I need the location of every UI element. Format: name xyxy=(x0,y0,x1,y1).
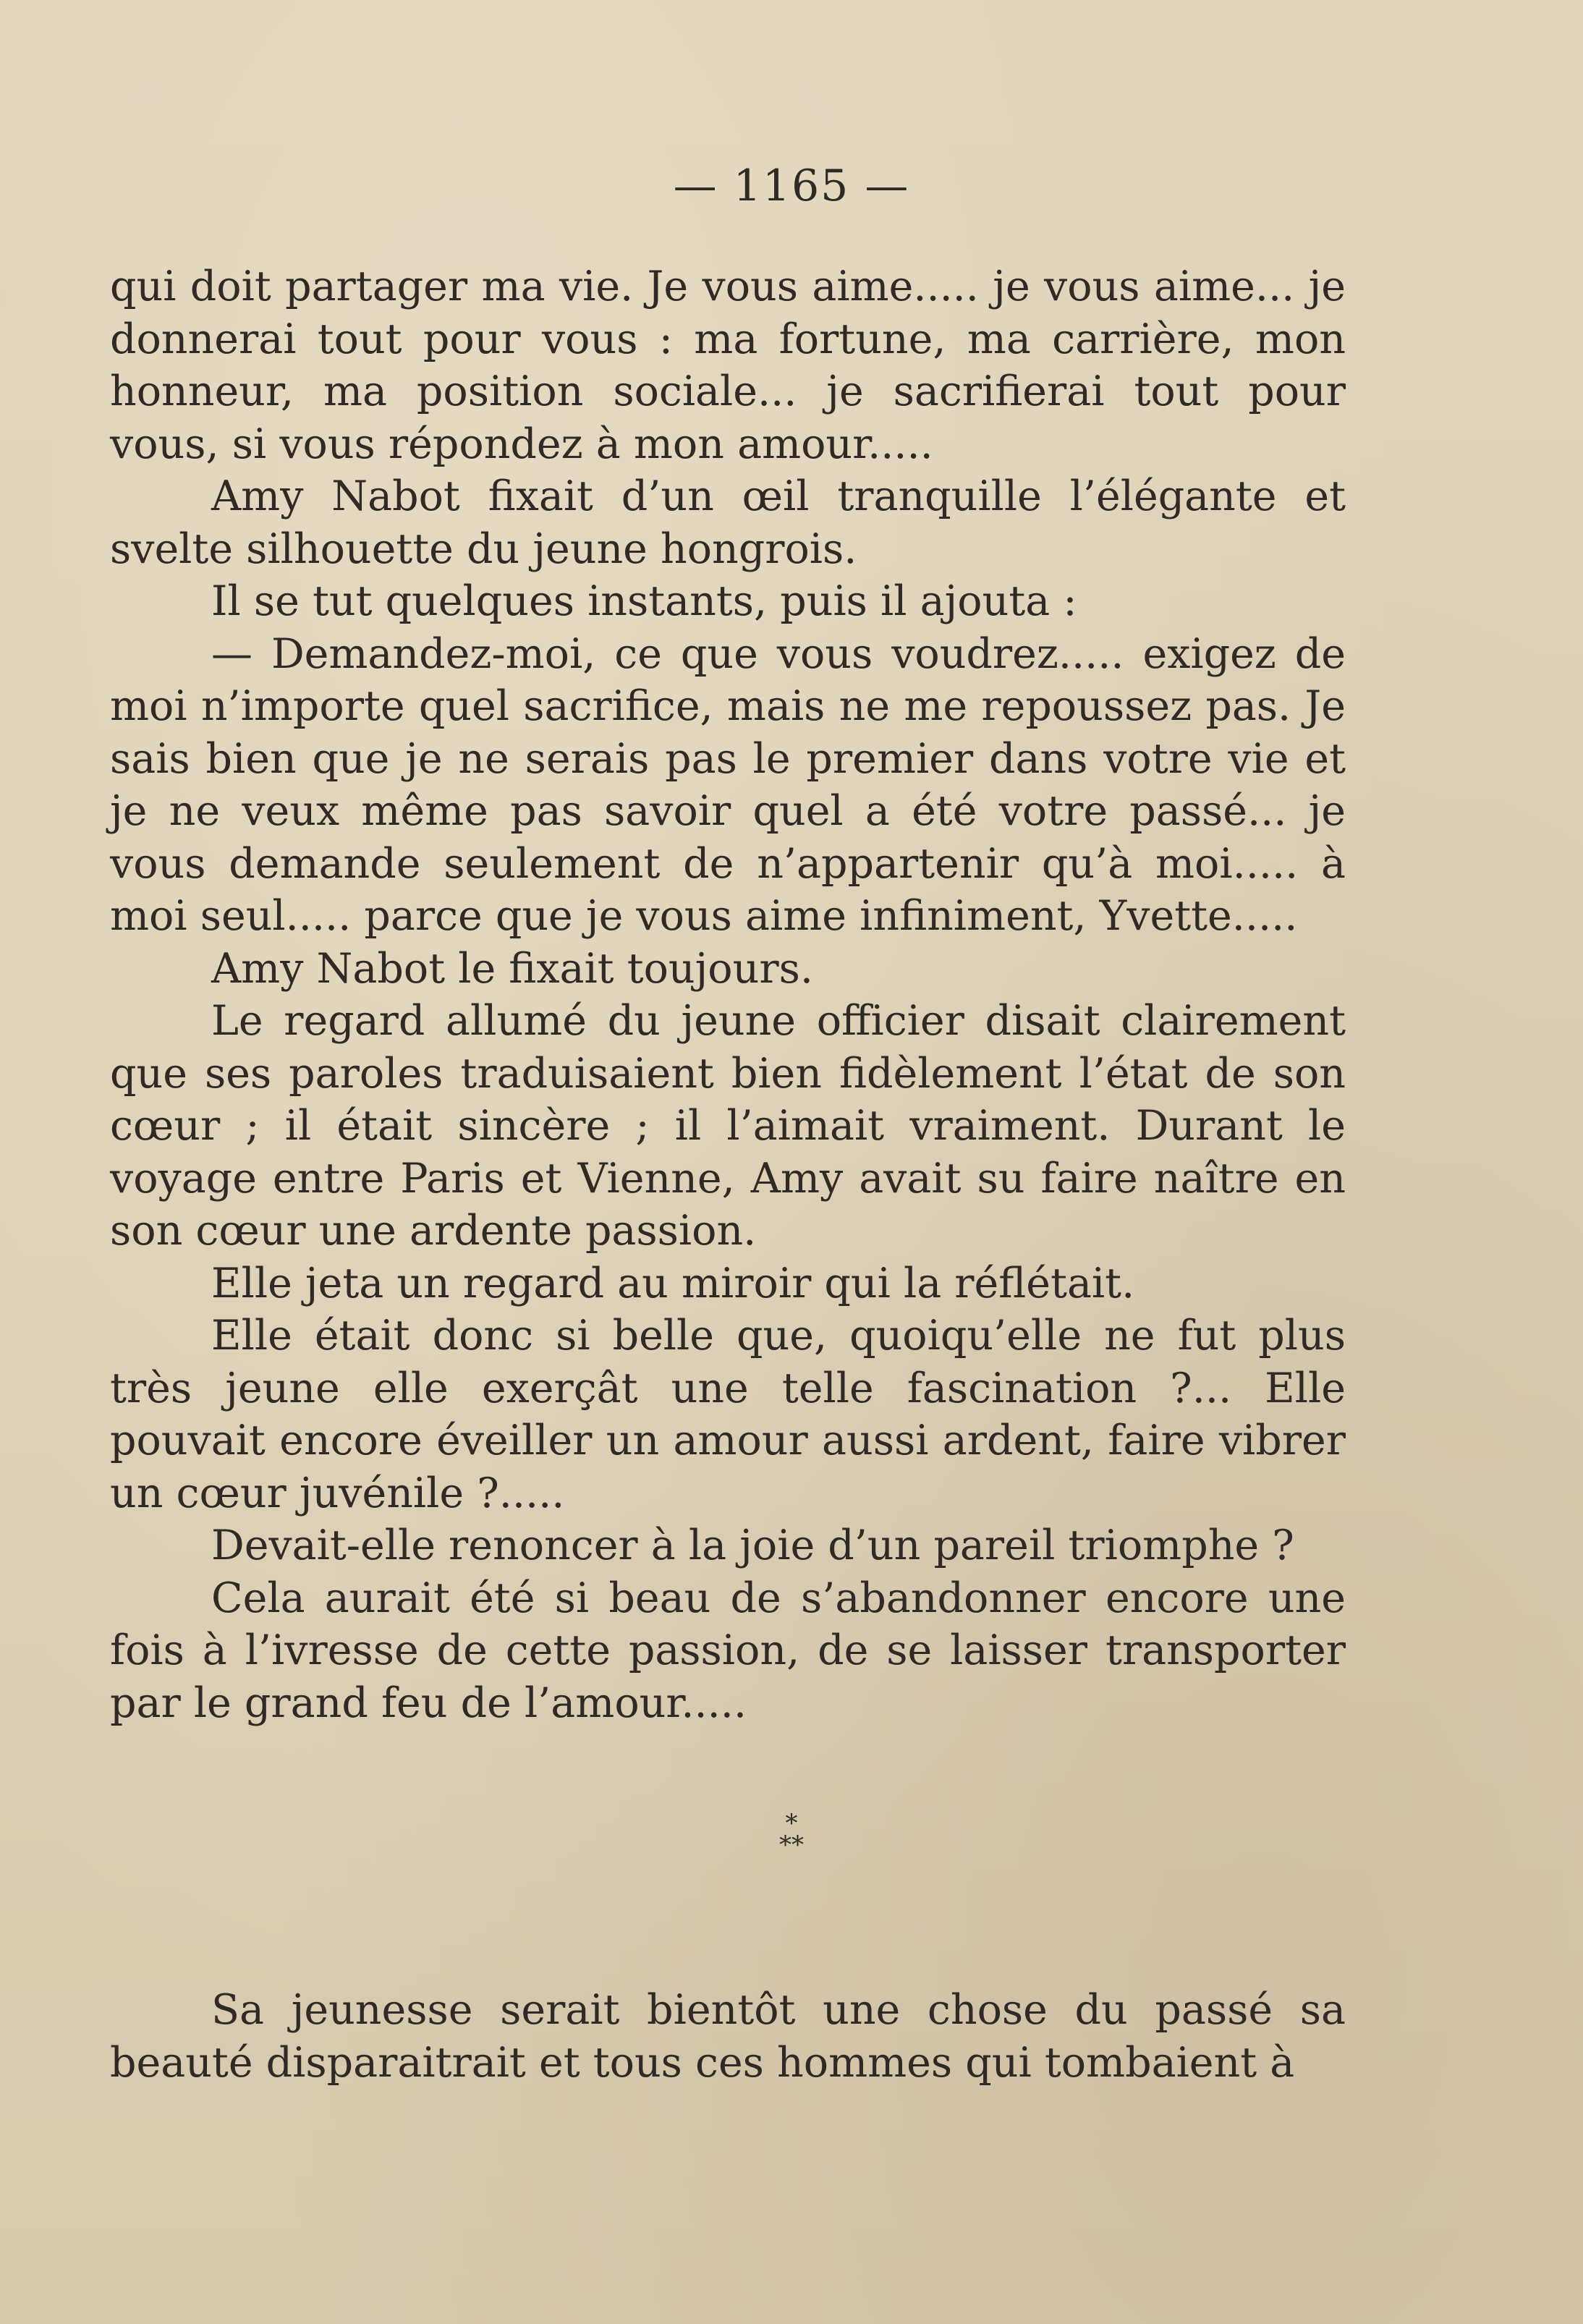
paragraph: Cela aurait été si beau de s’abandonner encore une fois à l’ivresse de cette passion, de se laisser transporter par le grand feu de l’amour..... xyxy=(110,1574,1346,1727)
paragraph: Amy Nabot fixait d’un œil tranquille l’élégante et svelte silhouette du jeune hongrois. xyxy=(110,472,1346,573)
asterism-top: * xyxy=(785,1809,798,1838)
paragraph: Il se tut quelques instants, puis il ajouta : xyxy=(211,577,1077,625)
section-separator xyxy=(0,1809,1583,1859)
paragraph: Elle jeta un regard au miroir qui la réflétait. xyxy=(211,1259,1135,1307)
closing-text xyxy=(110,1984,1346,2089)
page-number: — 1165 — xyxy=(673,161,910,211)
paragraph-continuation: qui doit partager ma vie. Je vous aime..... je vous aime... je donnerai tout pour vous : ma fortune, ma carrière, mon honneur, ma position sociale... je sacrifierai tout pour vous, si vous répondez à mon amour..... xyxy=(110,263,1346,468)
main-text xyxy=(110,260,1346,1729)
paragraph: Elle était donc si belle que, quoiqu’elle ne fut plus très jeune elle exerçât une telle fascination ?... Elle pouvait encore éveiller un amour aussi ardent, faire vibrer un cœur juvénile ?..... xyxy=(110,1312,1346,1517)
paragraph: Le regard allumé du jeune officier disait clairement que ses paroles traduisaient bien fidèlement l’état de son cœur ; il était sincère ; il l’aimait vraiment. Durant le voyage entre Paris et Vienne, Amy avait su faire naître en son cœur une ardente passion. xyxy=(110,997,1346,1255)
paragraph: Amy Nabot le fixait toujours. xyxy=(211,944,813,993)
paragraph: Sa jeunesse serait bientôt une chose du passé sa beauté disparaitrait et tous ces hommes qui tombaient à xyxy=(110,1986,1346,2087)
asterism-bottom: ** xyxy=(779,1831,804,1859)
paragraph-dialogue: — Demandez-moi, ce que vous voudrez..... exigez de moi n’importe quel sacrifice, mais ne me repoussez pas. Je sais bien que je ne serais pas le premier dans votre vie et je ne veux même pas savoir quel a été votre passé... je vous demande seulement de n’appartenir qu’à moi..... à moi seul..... parce que je vous aime infiniment, Yvette..... xyxy=(110,629,1346,940)
paragraph: Devait-elle renoncer à la joie d’un pareil triomphe ? xyxy=(211,1522,1294,1569)
